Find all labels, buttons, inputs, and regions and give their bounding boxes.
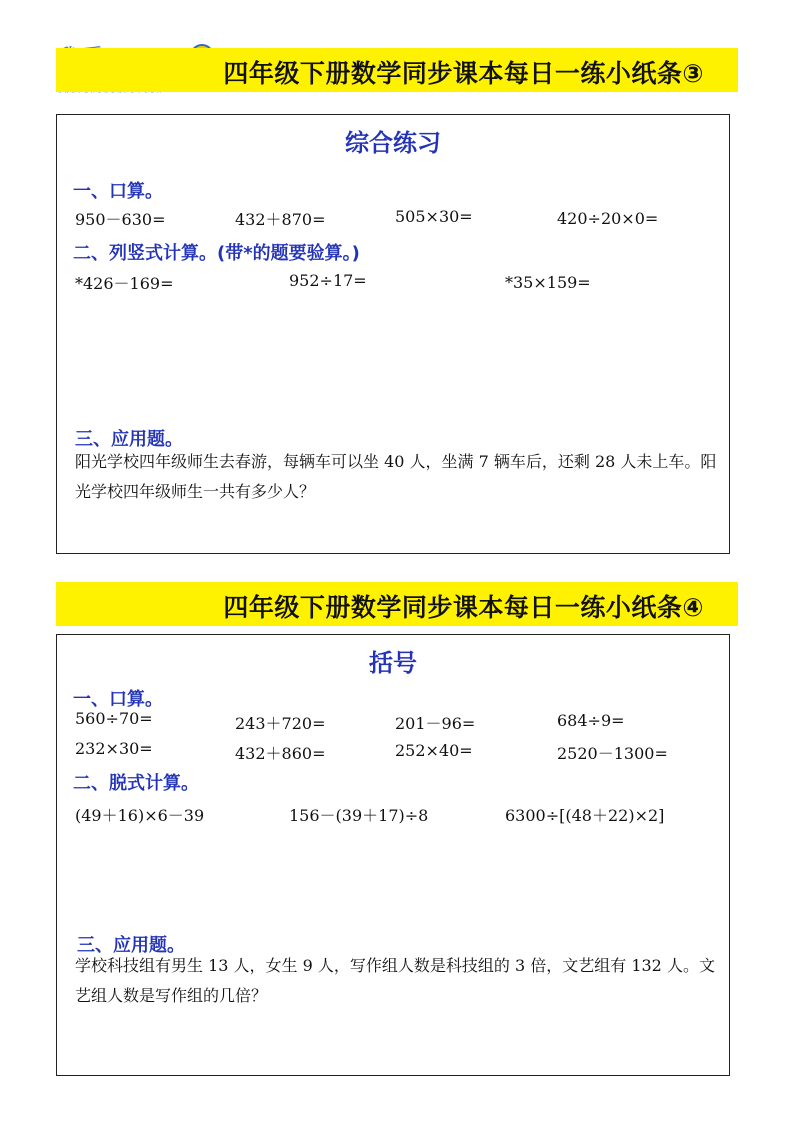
sheet4-q8: 2520－1300= — [557, 744, 668, 763]
sheet3-calc1: *426－169= — [75, 274, 174, 293]
sheet3-q2: 432＋870= — [235, 210, 326, 229]
sheet3-box — [56, 114, 730, 554]
sheet3-section3: 三、应用题。 — [75, 429, 183, 450]
sheet4-banner-title: 四年级下册数学同步课本每日一练小纸条④ — [223, 593, 704, 622]
sheet4-title: 括号 — [369, 649, 417, 677]
sheet4-q2: 243＋720= — [235, 714, 326, 733]
sheet4-box — [56, 634, 730, 1076]
sheet4-calc1: (49＋16)×6－39 — [75, 806, 205, 825]
sheet3-banner-title: 四年级下册数学同步课本每日一练小纸条③ — [223, 59, 704, 88]
sheet3-calc3: *35×159= — [505, 273, 591, 292]
sheet4-q4: 684÷9= — [557, 711, 625, 730]
sheet4-q5: 232×30= — [75, 739, 153, 758]
sheet4-section3: 三、应用题。 — [77, 935, 185, 956]
sheet4-calc3: 6300÷[(48＋22)×2] — [505, 806, 665, 825]
sheet4-banner — [56, 582, 738, 626]
sheet4-section2: 二、脱式计算。 — [73, 773, 199, 794]
sheet3-section1: 一、口算。 — [73, 181, 163, 202]
sheet4-q1: 560÷70= — [75, 709, 153, 728]
sheet3-q1: 950－630= — [75, 210, 166, 229]
sheet4-q3: 201－96= — [395, 714, 476, 733]
sheet3-calc2: 952÷17= — [289, 271, 367, 290]
sheet3-q4: 420÷20×0= — [557, 209, 659, 228]
sheet3-title: 综合练习 — [345, 129, 441, 157]
sheet4-calc2: 156－(39＋17)÷8 — [289, 806, 429, 825]
sheet3-section2: 二、列竖式计算。(带*的题要验算。) — [73, 243, 360, 264]
sheet4-q7: 252×40= — [395, 741, 473, 760]
sheet4-q6: 432＋860= — [235, 744, 326, 763]
sheet3-problem: 阳光学校四年级师生去春游，每辆车可以坐 40 人，坐满 7 辆车后，还剩 28 人未上车。阳光学校四年级师生一共有多少人？ — [75, 452, 717, 501]
sheet3-q3: 505×30= — [395, 207, 473, 226]
sheet4-section1: 一、口算。 — [73, 689, 163, 710]
sheet4-problem: 学校科技组有男生 13 人，女生 9 人，写作组人数是科技组的 3 倍，文艺组有 132 人。文艺组人数是写作组的几倍？ — [75, 956, 715, 1005]
sheet3-banner — [56, 48, 738, 92]
